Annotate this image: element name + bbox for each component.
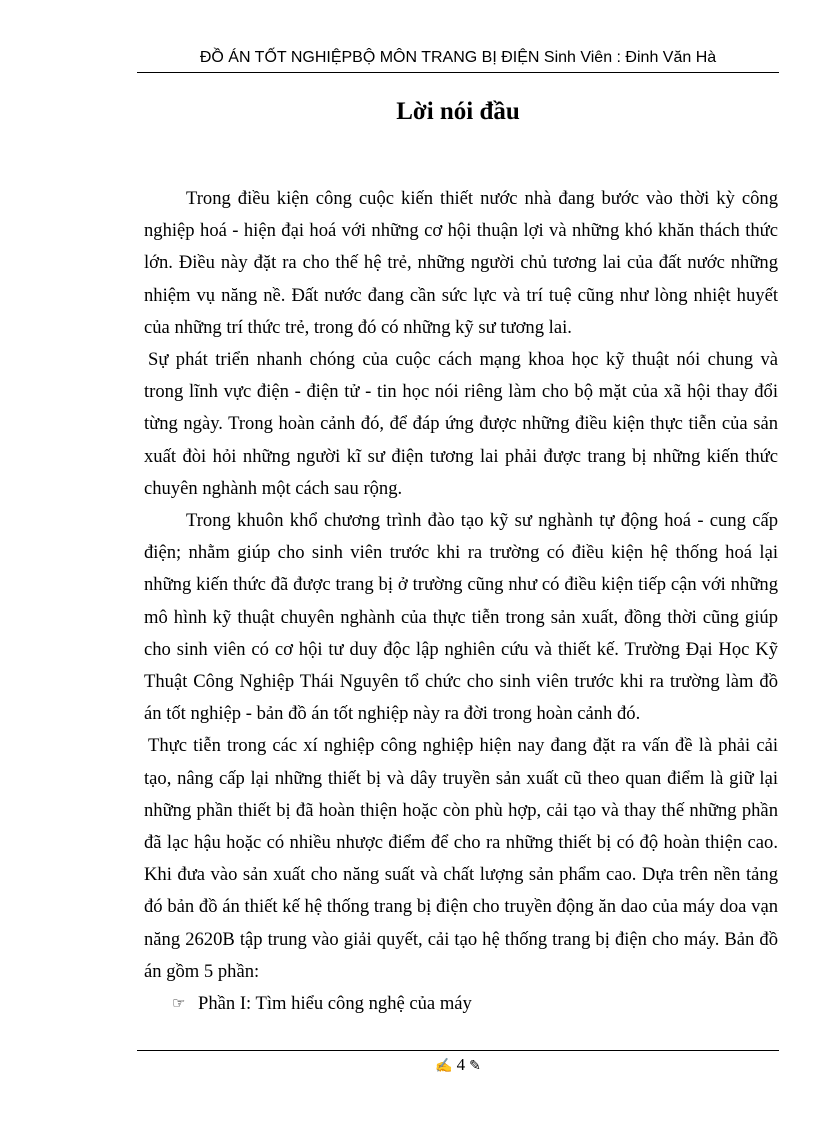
list-item-text: Phần I: Tìm hiểu công nghệ của máy xyxy=(198,993,472,1015)
pencil-icon: ✎ xyxy=(469,1059,481,1074)
document-body xyxy=(144,183,778,1020)
writing-hand-icon: ✍ xyxy=(435,1059,453,1074)
pointing-hand-icon: ☞ xyxy=(172,996,186,1013)
paragraph-development: Sự phát triển nhanh chóng của cuộc cách mạng khoa học kỹ thuật nói chung và trong lĩnh vực điện - điện tử - tin học nói riêng làm cho bộ mặt của xã hội thay đổi từng ngày. Trong hoàn cảnh đó, để đáp ứng được những điều kiện thực tiễn của sản xuất đòi hỏi những người kĩ sư điện tương lai phải được trang bị những kiến thức chuyên nghành một cách sau rộng. xyxy=(144,349,778,499)
paragraph-intro: Trong điều kiện công cuộc kiến thiết nước nhà đang bước vào thời kỳ công nghiệp hoá - hiện đại hoá với những cơ hội thuận lợi và những khó khăn thách thức lớn. Điều này đặt ra cho thế hệ trẻ, những người chủ tương lai của đất nước những nhiệm vụ năng nề. Đất nước đang cần sức lực và trí tuệ cũng như lòng nhiệt huyết của những trí thức trẻ, trong đó có những kỹ sư tương lai. xyxy=(144,188,778,338)
page-footer xyxy=(0,1054,816,1078)
paragraph-practice: Thực tiễn trong các xí nghiệp công nghiệp hiện nay đang đặt ra vấn đề là phải cải tạo, nâng cấp lại những thiết bị và dây truyền sản xuất cũ theo quan điểm là giữ lại những phần thiết bị đã hoàn thiện hoặc còn phù hợp, cải tạo và thay thế những phần đã lạc hậu hoặc có nhiều nhược điểm để cho ra những thiết bị có độ hoàn thiện cao. Khi đưa vào sản xuất cho năng suất và chất lượng sản phẩm cao. Dựa trên nền tảng đó bản đồ án thiết kế hệ thống trang bị điện cho truyền động ăn dao của máy doa vạn năng 2620B tập trung vào giải quyết, cải tạo hệ thống trang bị điện cho máy. Bản đồ án gồm 5 phần: xyxy=(144,735,778,982)
footer-divider xyxy=(137,1050,779,1051)
page-title: Lời nói đầu xyxy=(396,98,520,125)
list-item xyxy=(144,988,778,1020)
paragraph-training: Trong khuôn khổ chương trình đào tạo kỹ sư nghành tự động hoá - cung cấp điện; nhằm giúp cho sinh viên trước khi ra trường có điều kiện hệ thống hoá lại những kiến thức đã được trang bị ở trường cũng như có điều kiện tiếp cận với những mô hình kỹ thuật chuyên nghành của thực tiễn trong sản xuất, đồng thời cũng giúp cho sinh viên có cơ hội tư duy độc lập nghiên cứu và thiết kế. Trường Đại Học Kỹ Thuật Công Nghiệp Thái Nguyên tổ chức cho sinh viên trước khi ra trường làm đồ án tốt nghiệp - bản đồ án tốt nghiệp này ra đời trong hoàn cảnh đó. xyxy=(144,510,778,725)
page-header xyxy=(137,44,779,73)
header-text: ĐỒ ÁN TỐT NGHIỆPBỘ MÔN TRANG BỊ ĐIỆN Sinh Viên : Đinh Văn Hà xyxy=(199,49,717,66)
page-number: 4 xyxy=(456,1055,466,1074)
